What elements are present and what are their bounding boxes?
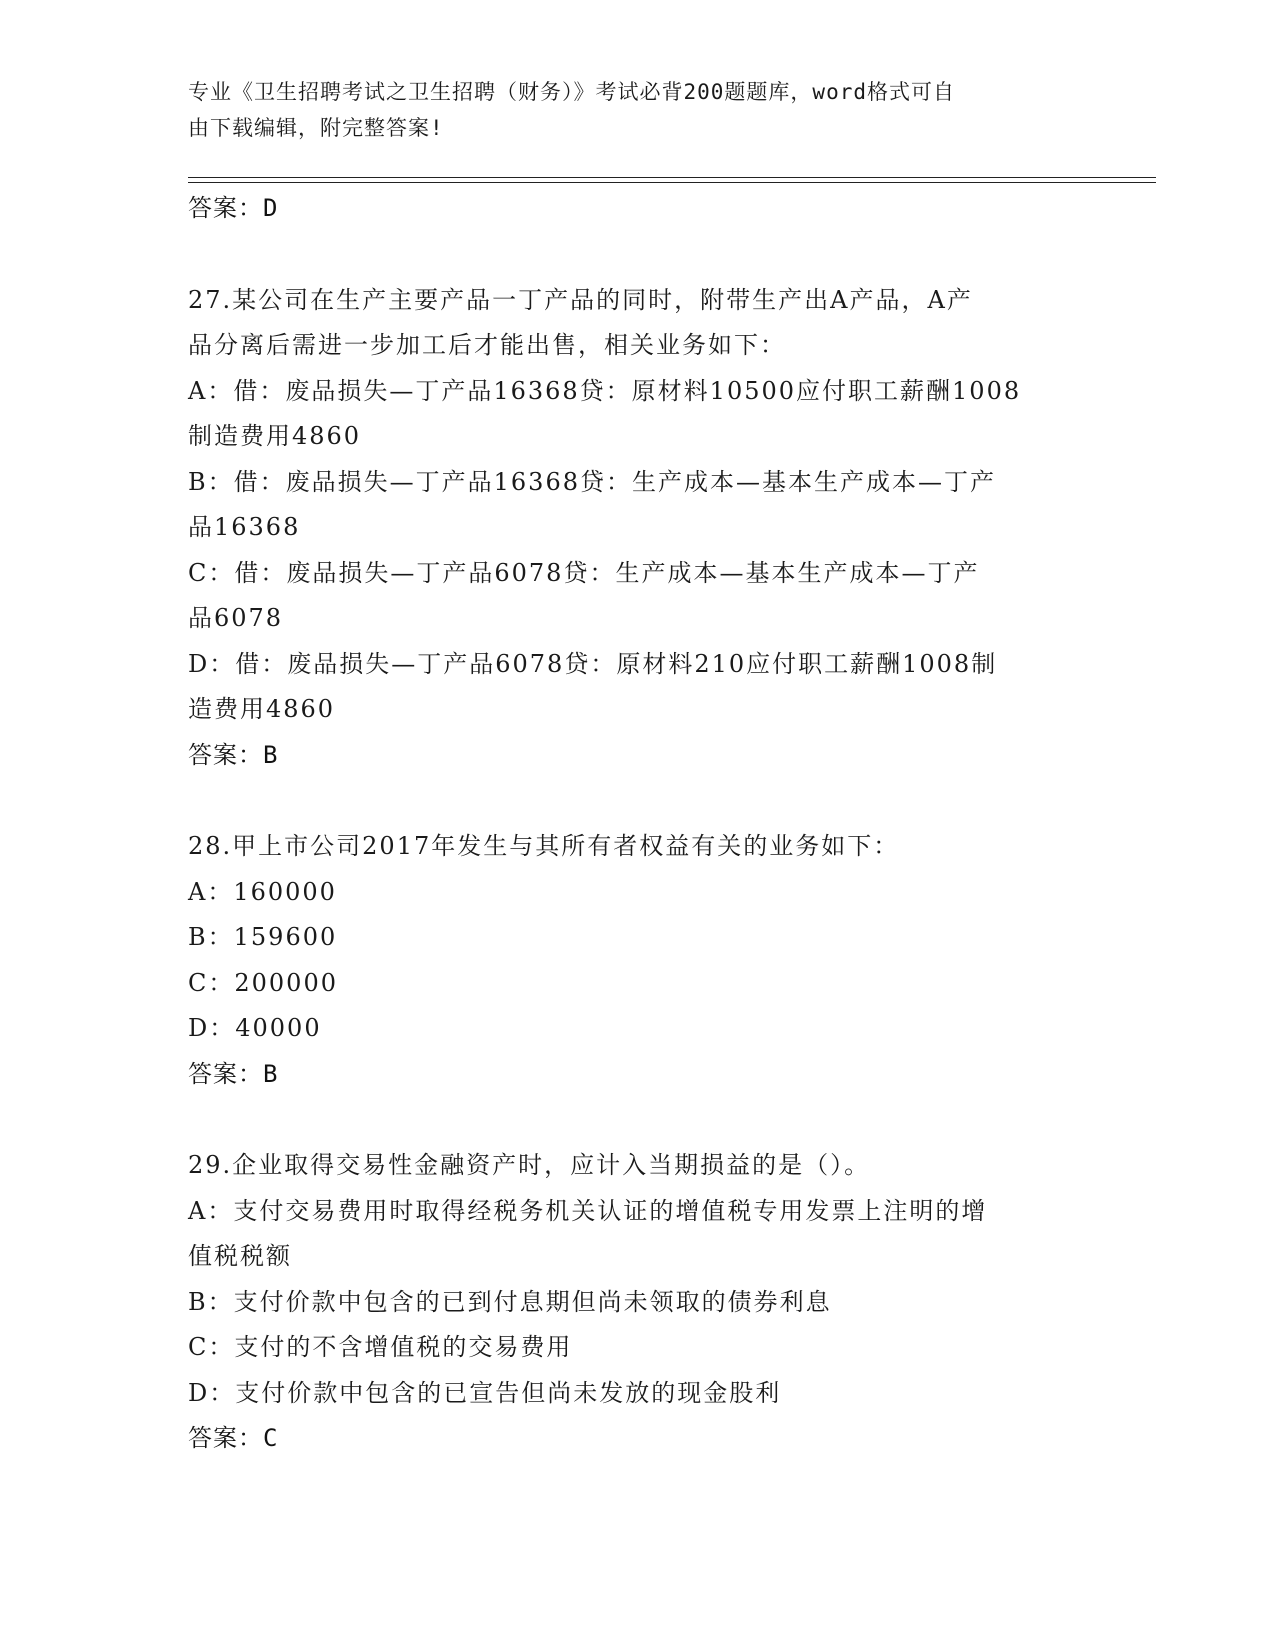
option-b: B：借：废品损失—丁产品16368贷：生产成本—基本生产成本—丁产 (188, 467, 996, 496)
option-a: A：160000 (188, 877, 337, 906)
answer-value: B (263, 740, 279, 769)
option-c: C：200000 (188, 968, 338, 997)
document-body (188, 186, 1088, 1462)
question-28 (188, 824, 1088, 1097)
option-d-cont: 造费用4860 (188, 695, 336, 723)
header-divider-bottom (188, 182, 1156, 183)
question-answer (188, 733, 1088, 779)
header-line-1: 专业《卫生招聘考试之卫生招聘（财务）》考试必背200题题库，word格式可自 (188, 80, 955, 104)
option-d: D：40000 (188, 1014, 322, 1042)
question-stem: 29.企业取得交易性金融资产时，应计入当期损益的是（）。 (188, 1151, 871, 1179)
header-line-2: 由下载编辑，附完整答案! (188, 116, 444, 140)
option-d: D：借：废品损失—丁产品6078贷：原材料210应付职工薪酬1008制 (188, 649, 998, 678)
option-d: D：支付价款中包含的已宣告但尚未发放的现金股利 (188, 1378, 782, 1407)
option-a: A：借：废品损失—丁产品16368贷：原材料10500应付职工薪酬1008 (188, 376, 1022, 405)
option-b: B：支付价款中包含的已到付息期但尚未领取的债券利息 (188, 1287, 832, 1316)
option-a: A：支付交易费用时取得经税务机关认证的增值税专用发票上注明的增 (188, 1196, 988, 1225)
option-c: C：支付的不含增值税的交易费用 (188, 1333, 573, 1361)
option-b-cont: 品16368 (188, 513, 301, 541)
question-27 (188, 278, 1088, 779)
answer-label: 答案： (188, 1059, 263, 1088)
answer-value: D (263, 194, 279, 222)
option-b: B：159600 (188, 923, 338, 951)
option-c-cont: 品6078 (188, 604, 284, 632)
question-stem: 28.甲上市公司2017年发生与其所有者权益有关的业务如下： (188, 832, 900, 860)
answer-value: C (263, 1424, 279, 1452)
header-divider-top (188, 177, 1156, 178)
option-c: C：借：废品损失—丁产品6078贷：生产成本—基本生产成本—丁产 (188, 558, 980, 587)
previous-answer (188, 186, 1088, 232)
question-answer (188, 1052, 1088, 1098)
page-header (188, 74, 1088, 146)
answer-value: B (263, 1059, 279, 1088)
question-stem: 27.某公司在生产主要产品一丁产品的同时，附带生产出A产品，A产 (188, 285, 973, 314)
option-a-cont: 值税税额 (188, 1242, 292, 1270)
answer-label: 答案： (188, 194, 263, 222)
question-29 (188, 1143, 1088, 1462)
answer-label: 答案： (188, 740, 263, 769)
question-answer (188, 1416, 1088, 1462)
question-stem: 品分离后需进一步加工后才能出售，相关业务如下： (188, 331, 786, 359)
answer-label: 答案： (188, 1424, 263, 1452)
option-a-cont: 制造费用4860 (188, 422, 362, 450)
